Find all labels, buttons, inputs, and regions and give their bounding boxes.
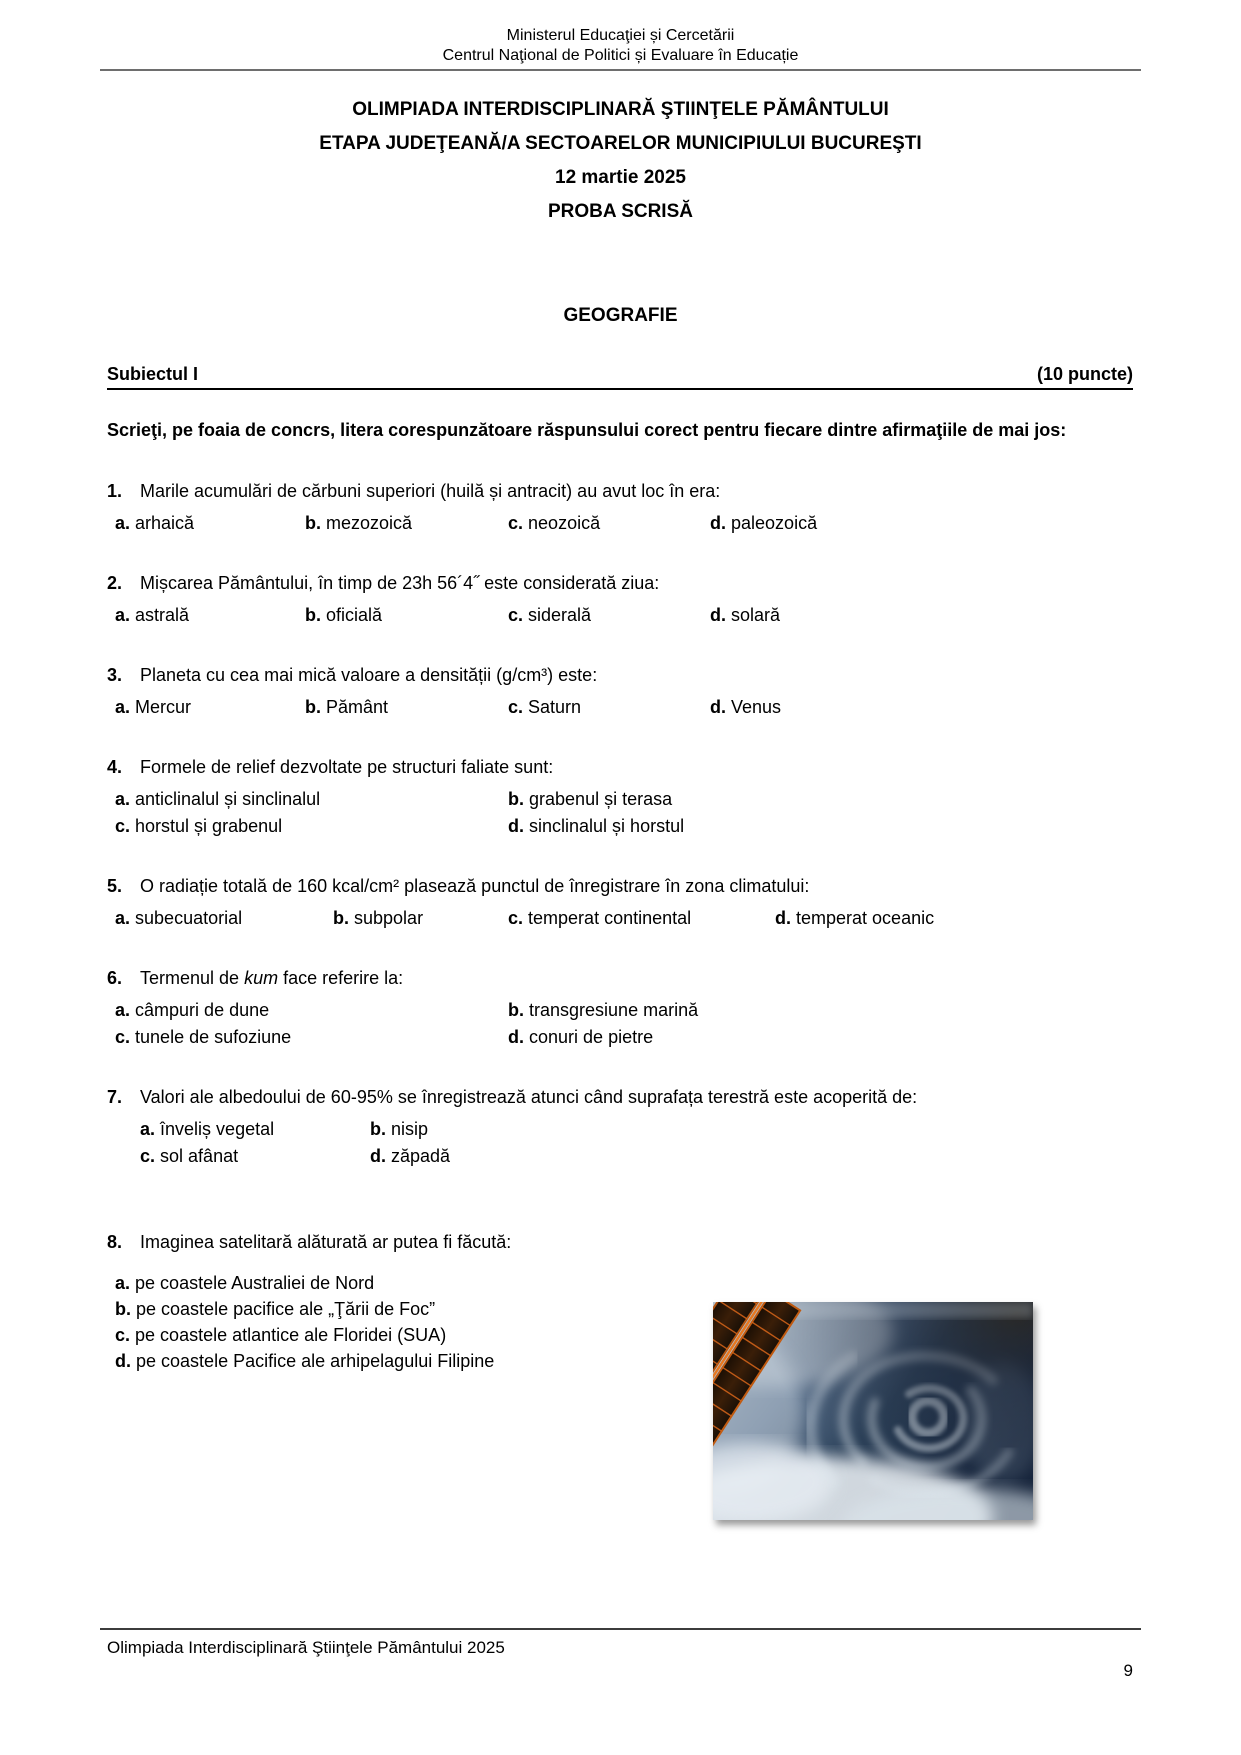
question-4 xyxy=(107,753,1134,840)
option-b: b. grabenul și terasa xyxy=(508,789,673,809)
question-6-term: kum xyxy=(244,968,279,988)
option-c: c. horstul și grabenul xyxy=(115,816,283,836)
page-number: 9 xyxy=(1123,1661,1133,1680)
option-d: d. temperat oceanic xyxy=(775,908,935,928)
title-date: 12 martie 2025 xyxy=(555,167,686,188)
cyclone-illustration xyxy=(713,1302,1033,1520)
option-c: c. siderală xyxy=(508,605,592,625)
title-block xyxy=(0,99,1241,223)
footer-divider xyxy=(100,1628,1141,1630)
option-d: d. Venus xyxy=(710,697,782,717)
question-5-number: 5. xyxy=(107,876,123,896)
question-1-options xyxy=(115,510,1134,537)
question-2-text: Mișcarea Pământului, în timp de 23h 56´4˝ este considerată ziua: xyxy=(140,573,660,593)
question-6-text: Termenul de kum face referire la: xyxy=(140,968,404,988)
satellite-image xyxy=(713,1302,1033,1520)
question-1-text: Marile acumulări de cărbuni superiori (huilă și antracit) au avut loc în era: xyxy=(140,481,721,501)
title-exam-type: PROBA SCRISĂ xyxy=(548,201,693,222)
option-a: a. pe coastele Australiei de Nord xyxy=(115,1273,375,1293)
question-5-options xyxy=(115,905,1134,932)
option-b: b. mezozoică xyxy=(305,513,413,533)
question-6 xyxy=(107,964,1134,1051)
question-3-options xyxy=(115,694,1134,721)
question-7-options xyxy=(140,1116,1134,1170)
question-7 xyxy=(107,1083,1134,1170)
question-3-text: Planeta cu cea mai mică valoare a densității (g/cm³) este: xyxy=(140,665,598,685)
option-a: a. înveliș vegetal xyxy=(140,1119,275,1139)
footer-title: Olimpiada Interdisciplinară Ştiinţele Pământului 2025 xyxy=(107,1638,505,1657)
national-center-line: Centrul Naţional de Politici și Evaluare în Educație xyxy=(442,47,799,64)
question-8-text: Imaginea satelitară alăturată ar putea fi făcută: xyxy=(140,1232,512,1252)
option-d: d. paleozoică xyxy=(710,513,818,533)
option-c: c. neozoică xyxy=(508,513,601,533)
option-d: d. sinclinalul și horstul xyxy=(508,816,685,836)
option-a: a. arhaică xyxy=(115,513,195,533)
subject-heading: GEOGRAFIE xyxy=(563,305,678,326)
question-1 xyxy=(107,477,1134,537)
question-6-number: 6. xyxy=(107,968,123,988)
section-heading xyxy=(107,363,1133,390)
option-c: c. Saturn xyxy=(508,697,582,717)
option-a: a. anticlinalul și sinclinalul xyxy=(115,789,321,809)
title-stage: ETAPA JUDEŢEANĂ/A SECTOARELOR MUNICIPIULUI BUCUREŞTI xyxy=(319,133,922,154)
question-1-number: 1. xyxy=(107,481,123,501)
question-4-number: 4. xyxy=(107,757,123,777)
question-3 xyxy=(107,661,1134,721)
question-6-options xyxy=(115,997,1134,1051)
section-title: Subiectul I xyxy=(107,364,199,384)
option-d: d. conuri de pietre xyxy=(508,1027,654,1047)
question-2 xyxy=(107,569,1134,629)
question-4-text: Formele de relief dezvoltate pe structuri faliate sunt: xyxy=(140,757,554,777)
option-c: c. temperat continental xyxy=(508,908,692,928)
option-a: a. câmpuri de dune xyxy=(115,1000,270,1020)
question-2-number: 2. xyxy=(107,573,123,593)
question-5 xyxy=(107,872,1134,932)
option-c: c. tunele de sufoziune xyxy=(115,1027,292,1047)
option-b: b. pe coastele pacifice ale „Ţării de Foc” xyxy=(115,1299,436,1319)
question-7-text: Valori ale albedoului de 60-95% se înregistrează atunci când suprafața terestră este acoperită de: xyxy=(140,1087,918,1107)
question-2-options xyxy=(115,602,1134,629)
ministry-line: Ministerul Educaţiei și Cercetării xyxy=(506,27,735,44)
page-header xyxy=(0,0,1241,66)
option-d: d. solară xyxy=(710,605,781,625)
option-c: c. sol afânat xyxy=(140,1146,239,1166)
option-b: b. Pământ xyxy=(305,697,389,717)
title-olympiad: OLIMPIADA INTERDISCIPLINARĂ ŞTIINŢELE PĂMÂNTULUI xyxy=(352,99,889,120)
option-d: d. pe coastele Pacifice ale arhipelagului Filipine xyxy=(115,1351,495,1371)
question-5-text: O radiație totală de 160 kcal/cm² plasează punctul de înregistrare în zona climatului: xyxy=(140,876,810,896)
option-d: d. zăpadă xyxy=(370,1146,451,1166)
instructions-text: Scrieţi, pe foaia de concrs, litera corespunzătoare răspunsului corect pentru fiecare dintre afirmaţiile de mai jos: xyxy=(107,420,1067,440)
question-7-number: 7. xyxy=(107,1087,123,1107)
question-8-number: 8. xyxy=(107,1232,123,1252)
option-b: b. nisip xyxy=(370,1119,429,1139)
question-3-number: 3. xyxy=(107,665,123,685)
option-a: a. subecuatorial xyxy=(115,908,243,928)
header-divider xyxy=(100,69,1141,71)
option-c: c. pe coastele atlantice ale Floridei (SUA) xyxy=(115,1325,447,1345)
question-4-options xyxy=(115,786,1134,840)
option-b: b. subpolar xyxy=(333,908,424,928)
option-b: b. oficială xyxy=(305,605,383,625)
option-a: a. astrală xyxy=(115,605,190,625)
option-a: a. Mercur xyxy=(115,697,192,717)
section-points: (10 puncte) xyxy=(1036,364,1133,384)
option-b: b. transgresiune marină xyxy=(508,1000,699,1020)
